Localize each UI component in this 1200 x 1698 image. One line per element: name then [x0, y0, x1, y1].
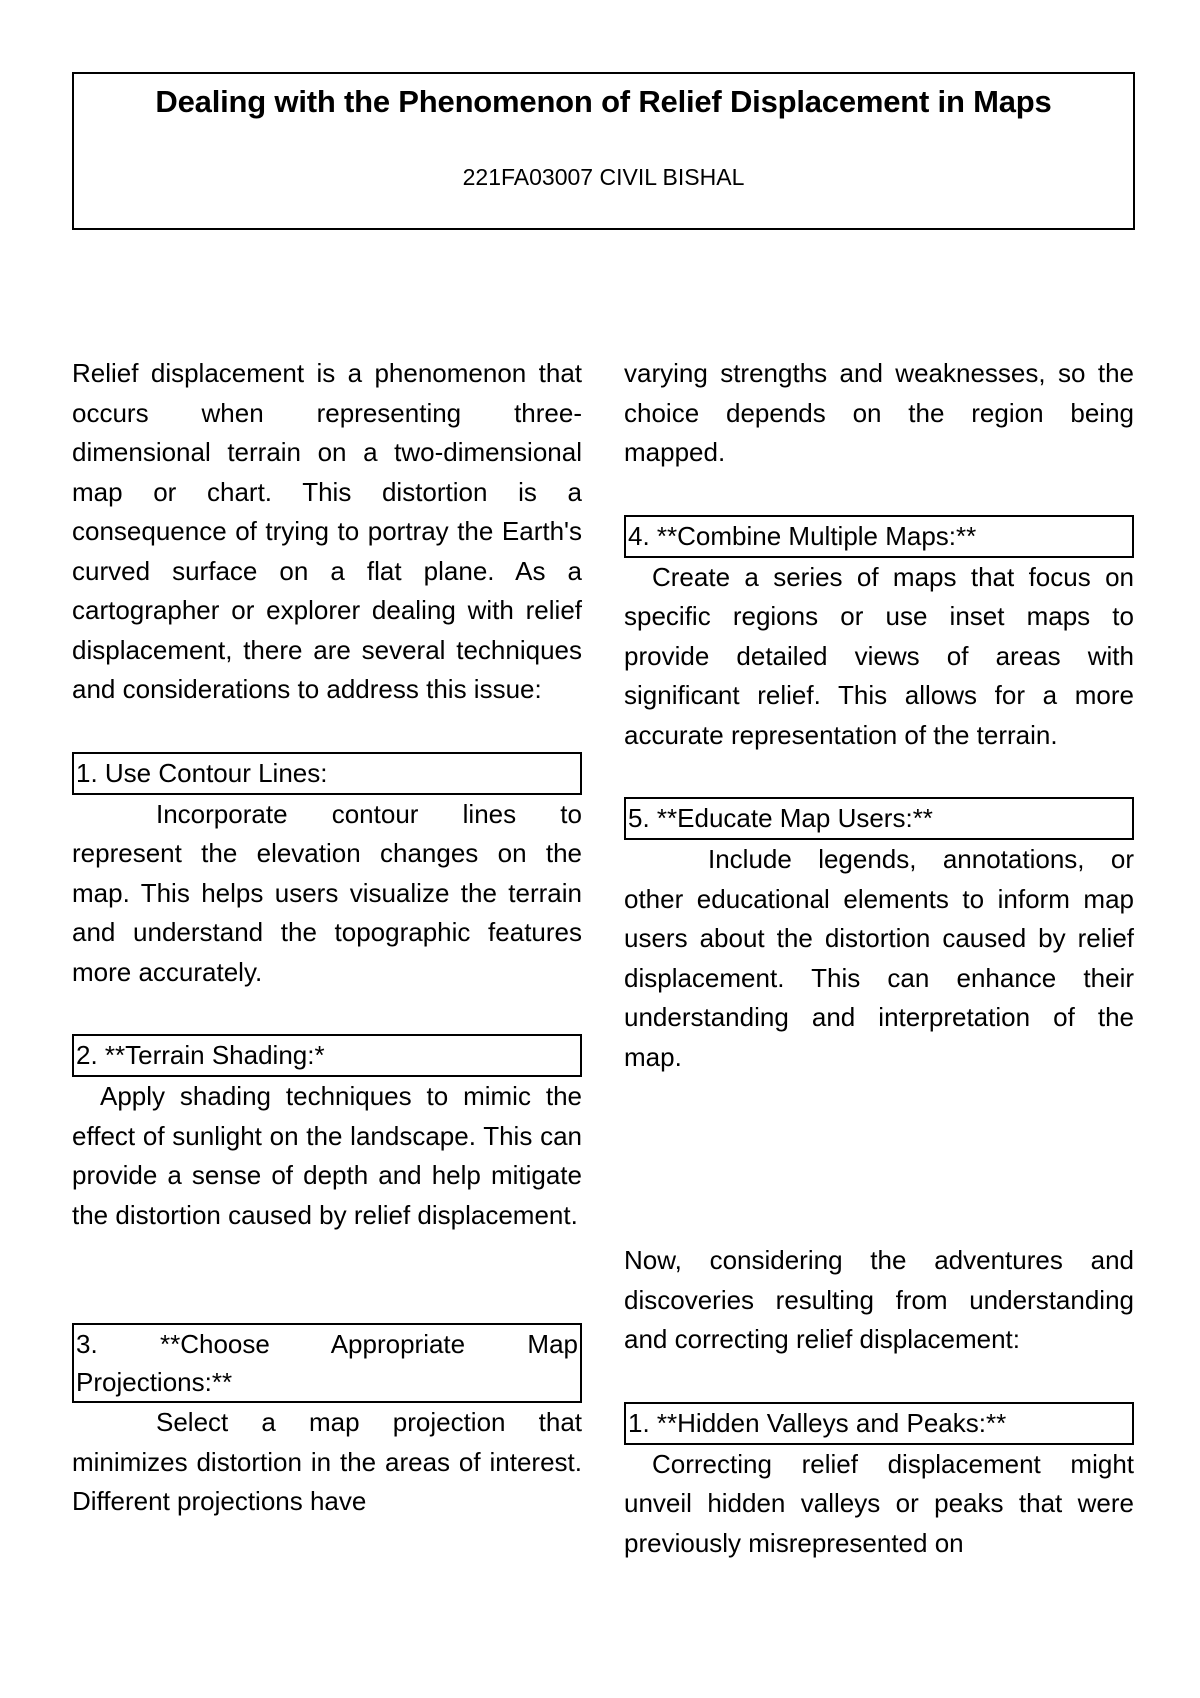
section-body-3: Select a map projection that minimizes distortion in the areas of interest. Different projections have: [72, 1407, 582, 1516]
spacer: [72, 1235, 582, 1323]
section-heading-3: [72, 1323, 582, 1403]
section-body-2: Apply shading techniques to mimic the effect of sunlight on the landscape. This can provide a sense of depth and help mitigate the distortion caused by relief displacement.: [72, 1081, 582, 1230]
adventures-intro: Now, considering the adventures and discoveries resulting from understanding and correcting relief displacement:: [624, 1245, 1134, 1354]
spacer: [624, 1077, 1134, 1241]
section-body-4: Create a series of maps that focus on specific regions or use inset maps to provide detailed views of areas with significant relief. This allows for a more accurate representation of the terrain.: [624, 561, 1134, 750]
section-heading-3-line2: Projections:**: [76, 1367, 233, 1397]
adventure-body-1: Correcting relief displacement might unveil hidden valleys or peaks that were previously misrepresented on: [624, 1448, 1134, 1558]
spacer: [624, 1360, 1134, 1402]
section-body-1: Incorporate contour lines to represent the elevation changes on the map. This helps users visualize the terrain and understand the topographic features more accurately.: [72, 798, 582, 987]
section-heading-2: 2. **Terrain Shading:*: [72, 1034, 582, 1077]
section-heading-3-line1: 3. **Choose Appropriate Map: [76, 1329, 578, 1359]
section-body-3-continued: varying strengths and weaknesses, so the choice depends on the region being mapped.: [624, 358, 1134, 467]
section-heading-5: 5. **Educate Map Users:**: [624, 797, 1134, 840]
author-line: 221FA03007 CIVIL BISHAL: [462, 164, 745, 190]
adventure-heading-1: 1. **Hidden Valleys and Peaks:**: [624, 1402, 1134, 1445]
spacer: [624, 755, 1134, 797]
spacer: [72, 710, 582, 752]
section-body-5: Include legends, annotations, or other educational elements to inform map users about the distortion caused by relief displacement. This can enhance their understanding and interpretation of the map.: [624, 844, 1134, 1072]
document-title: Dealing with the Phenomenon of Relief Displacement in Maps: [155, 84, 1052, 119]
left-column: [72, 354, 582, 1522]
spacer: [72, 992, 582, 1034]
right-column: [624, 354, 1134, 1563]
section-heading-4: 4. **Combine Multiple Maps:**: [624, 515, 1134, 558]
title-box: [72, 72, 1135, 230]
spacer: [624, 473, 1134, 515]
section-heading-1: 1. Use Contour Lines:: [72, 752, 582, 795]
intro-paragraph: Relief displacement is a phenomenon that occurs when representing three-dimensional terrain on a two-dimensional map or chart. This distortion is a consequence of trying to portray the Earth's curved surface on a flat plane. As a cartographer or explorer dealing with relief displacement, there are several techniques and considerations to address this issue:: [72, 358, 582, 704]
